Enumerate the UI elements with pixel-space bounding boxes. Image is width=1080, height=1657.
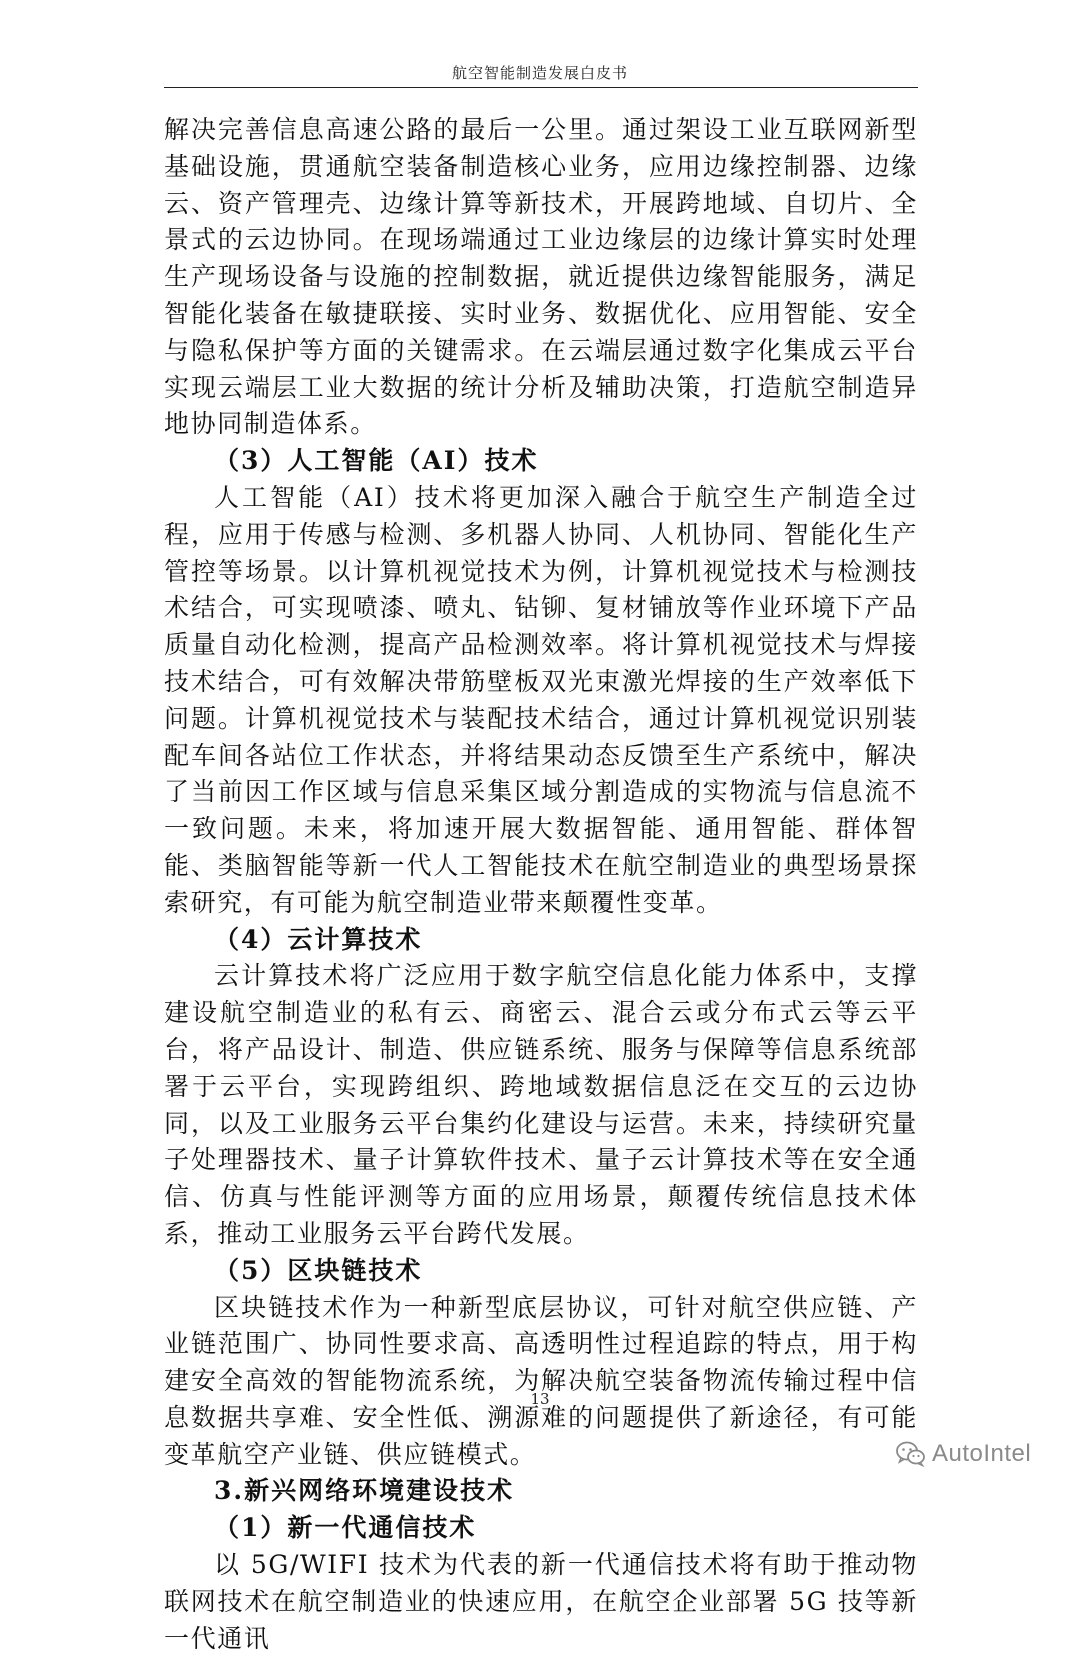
heading-blockchain: （5）区块链技术 xyxy=(214,1255,423,1285)
paragraph-next-gen-communication: 以 5G/WIFI 技术为代表的新一代通信技术将有助于推动物联网技术在航空制造业的快速应用，在航空企业部署 5G 技等新一代通讯 xyxy=(164,1550,918,1653)
heading-cloud-computing: （4）云计算技术 xyxy=(214,924,423,954)
watermark-text: AutoIntel xyxy=(932,1440,1032,1467)
source-watermark xyxy=(896,1440,1031,1468)
header-divider xyxy=(164,87,918,88)
wechat-icon xyxy=(896,1441,926,1467)
paragraph-cloud-computing: 云计算技术将广泛应用于数字航空信息化能力体系中，支撑建设航空制造业的私有云、商密云、混合云或分布式云等云平台，将产品设计、制造、供应链系统、服务与保障等信息系统部署于云平台，实现跨组织、跨地域数据信息泛在交互的云边协同，以及工业服务云平台集约化建设与运营。未来，持续研究量子处理器技术、量子计算软件技术、量子云计算技术等在安全通信、仿真与性能评测等方面的应用场景，颠覆传统信息技术体系，推动工业服务云平台跨代发展。 xyxy=(164,961,918,1248)
heading-next-gen-communication: （1）新一代通信技术 xyxy=(214,1513,477,1543)
heading-network-environment: 3.新兴网络环境建设技术 xyxy=(214,1476,515,1506)
heading-ai-technology: （3）人工智能（AI）技术 xyxy=(214,446,539,476)
paragraph-blockchain: 区块链技术作为一种新型底层协议，可针对航空供应链、产业链范围广、协同性要求高、高透明性过程追踪的特点，用于构建安全高效的智能物流系统，为解决航空装备物流传输过程中信息数据共享难、安全性低、溯源难的问题提供了新途径，有可能变革航空产业链、供应链模式。 xyxy=(164,1292,918,1469)
paragraph-ai-technology: 人工智能（AI）技术将更加深入融合于航空生产制造全过程，应用于传感与检测、多机器人协同、人机协同、智能化生产管控等场景。以计算机视觉技术为例，计算机视觉技术与检测技术结合，可实现喷漆、喷丸、钻铆、复材铺放等作业环境下产品质量自动化检测，提高产品检测效率。将计算机视觉技术与焊接技术结合，可有效解决带筋壁板双光束激光焊接的生产效率低下问题。计算机视觉技术与装配技术结合，通过计算机视觉识别装配车间各站位工作状态，并将结果动态反馈至生产系统中，解决了当前因工作区域与信息采集区域分割造成的实物流与信息流不一致问题。未来，将加速开展大数据智能、通用智能、群体智能、类脑智能等新一代人工智能技术在航空制造业的典型场景探索研究，有可能为航空制造业带来颠覆性变革。 xyxy=(164,482,918,917)
page-body xyxy=(164,112,918,1657)
page-number: 13 xyxy=(530,1390,550,1408)
paragraph-edge-computing-continuation: 解决完善信息高速公路的最后一公里。通过架设工业互联网新型基础设施，贯通航空装备制造核心业务，应用边缘控制器、边缘云、资产管理壳、边缘计算等新技术，开展跨地域、自切片、全景式的云边协同。在现场端通过工业边缘层的边缘计算实时处理生产现场设备与设施的控制数据，就近提供边缘智能服务，满足智能化装备在敏捷联接、实时业务、数据优化、应用智能、安全与隐私保护等方面的关键需求。在云端层通过数字化集成云平台实现云端层工业大数据的统计分析及辅助决策，打造航空制造异地协同制造体系。 xyxy=(164,115,918,439)
running-header-title: 航空智能制造发展白皮书 xyxy=(451,64,628,82)
